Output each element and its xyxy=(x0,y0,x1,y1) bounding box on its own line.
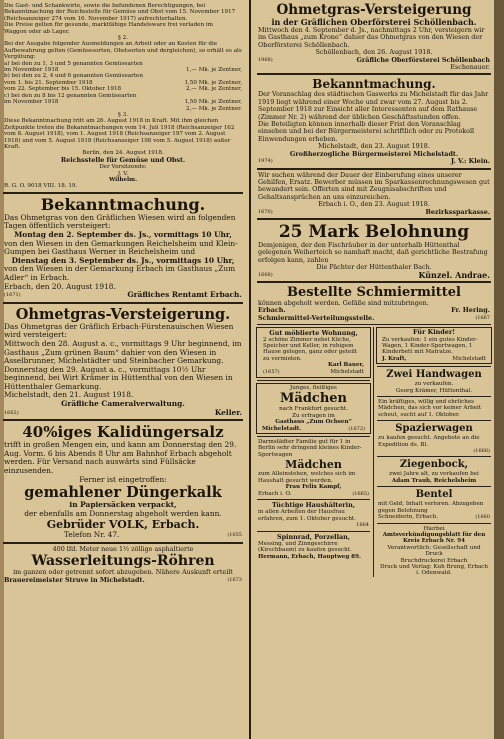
ad-text: 400 lfd. Meter neue 1½ zöllige asphaltierte xyxy=(52,545,194,553)
ad-signer-name: Eschenauer. xyxy=(450,63,490,72)
divider xyxy=(257,281,491,283)
ad-text: trifft in großen Mengen ein, und kann am Donnerstag den 29. Aug. Vorm. 6 bis Abends 8 Uhr am Bahnhof Erbach abgeholt werden. Für Versand nach auswärts sind Füllsäcke einzusenden. xyxy=(4,440,237,476)
belohnung-ad xyxy=(254,222,494,279)
wohnung-ad xyxy=(254,327,374,577)
price-period: vom 1. bis 21. September 1918 xyxy=(4,79,93,86)
ad-ref: 1664 xyxy=(356,522,369,529)
ad-date: Mittwoch den 28. August a. c., vormittags 9 Uhr beginnend, im Gasthaus „Zum grünen Baum“ dahier von den Wiesen in Asselbrunner, Michelstädter und Steinbacher Gemarkung. xyxy=(4,338,242,366)
ad-text: Messing, und Zinngeschirre (Kirschbaum) zu kaufen gesucht. xyxy=(258,540,352,554)
notice-body: Bei der Ausgabe folgender Ausmeldungen an Arbeit oder an Kosten für die Aufbewahrung gelten (Gemüsesorten, Obstsorten und dergleichen), so erhält es als Vergütung: xyxy=(4,41,242,61)
divider xyxy=(377,523,491,524)
divider xyxy=(3,192,243,194)
section-mark: § 2. xyxy=(118,35,128,42)
ad-firm: Gebrüder VOLK, Erbach. xyxy=(46,518,200,532)
ad-text: können abgeholt werden. Gefäße sind mitzubringen. xyxy=(258,298,429,307)
darmstaedter-ad xyxy=(254,439,373,497)
ad-text: zum Alleinstehen, welches sich im Haushalt gesucht werden. xyxy=(258,471,356,484)
bekanntmachung-gaswerk-ad xyxy=(254,77,494,165)
ad-footer xyxy=(4,531,242,540)
ad-title: Ziegenbock, xyxy=(399,459,469,471)
ad-text: nach Frankfurt gesucht. xyxy=(279,406,348,413)
divider xyxy=(257,499,370,500)
notice-line: (Reichsanzeiger 274 vom 16. November 1917) aufrechterhalten. xyxy=(4,15,188,22)
ad-date: Dienstag den 3. September ds. Js., vormittags 10 Uhr, xyxy=(11,255,235,265)
imprint-line: Kreis Erbach Nr. 94 xyxy=(403,538,465,545)
sparkasse-ad xyxy=(254,172,494,216)
bentel-ad xyxy=(374,489,494,520)
ad-ref: 1974) xyxy=(258,158,273,165)
ad-ref: (1673 xyxy=(227,576,242,583)
divider xyxy=(257,436,370,437)
price-label: b) bei den zu 2, 4 und 6 genannten Gemüsearten xyxy=(4,73,143,80)
ad-text: in allen Arbeiten der Hausfrau erfahren, zum 1. Oktober gesucht. xyxy=(258,509,356,522)
ad-title: Bentel xyxy=(415,489,453,501)
ziegenbock-ad xyxy=(374,459,494,484)
ad-ref: (1665) xyxy=(352,490,369,497)
imprint-line: Bruchdruckerei Erbach xyxy=(400,557,468,564)
ad-footer xyxy=(262,426,365,432)
ad-footer xyxy=(258,491,369,497)
divider xyxy=(377,456,491,457)
notice-body: Diese Bekanntmachung tritt am 26. August 1918 in Kraft. Mit ihm gleichen Zeitpunkte treten die Bekanntmachungen vom 14. Juli 1918 (Reichsanzeiger 162 vom 8. August 1918), vom 1. August 1918 (Reichsanzeiger 197 vom 2. August 1918) und vom 5. August 1918 (Reichsanzeiger 198 vom 5. August 1918) außer Kraft. xyxy=(4,118,235,150)
ad-footer xyxy=(4,291,242,300)
imprint xyxy=(374,526,494,577)
ad-text: von den Wiesen in den Gemarkungen Reichelsheim und Klein-Gumpen bei Gasthaus Werner in Reichelsheim und xyxy=(4,238,238,257)
ad-title: Mädchen xyxy=(280,391,347,407)
ad-signer-name: Keller. xyxy=(214,407,242,417)
ad-text: zu verkaufen. xyxy=(414,381,454,388)
divider xyxy=(377,396,491,397)
ad-footer xyxy=(258,315,490,322)
divider xyxy=(3,419,243,421)
ad-title: Für Kinder! xyxy=(413,328,455,337)
ad-text: Ferner ist eingetroffen: xyxy=(79,474,167,484)
ad-signer: Großherzogliche Bürgermeisterei Michelstadt. xyxy=(289,149,459,158)
ad-place: Michelstadt xyxy=(452,355,486,362)
ad-title: 25 Mark Belohnung xyxy=(278,221,470,242)
price-value: 1,50 Mk. je Zentner, xyxy=(184,79,242,86)
ad-place: Michelstadt, den 23. August 1918. xyxy=(318,142,430,151)
divider xyxy=(257,324,491,325)
kinder-ad xyxy=(376,327,492,364)
price-list xyxy=(0,61,246,112)
price-value: 1,50 Mk. je Zentner, xyxy=(184,99,242,106)
ad-title: Ohmetgras-Versteigerung. xyxy=(15,305,231,323)
ad-title: Bekanntmachung. xyxy=(40,194,206,214)
notice-line: Waggon oder ab Lager. xyxy=(4,28,70,35)
ad-title: Gut möblierte Wohnung, xyxy=(269,329,358,338)
ad-name: Schneiderin, Erbach. xyxy=(378,514,438,521)
ad-footer xyxy=(382,356,486,362)
ad-footer xyxy=(4,409,242,418)
ad-ref: (1667 xyxy=(475,314,490,321)
ad-text: zu kaufen gesucht. Angebote an die Expedition ds. Bl. xyxy=(378,435,480,448)
divider xyxy=(257,73,491,75)
ohmetgras-ad xyxy=(0,306,246,418)
small-ads-right xyxy=(374,327,494,577)
divider xyxy=(257,531,370,532)
divider xyxy=(377,420,491,421)
ad-name: Fr. Hering. xyxy=(451,306,490,315)
ad-place: Gasthaus „Zum Ochsen“ xyxy=(275,419,352,426)
section-mark: § 3. xyxy=(118,111,128,118)
ad-text: Junges, fleißiges xyxy=(290,385,337,392)
ad-name: Karl Bauer, xyxy=(328,362,364,369)
ad-text: Die Beteiligten können innerhalb dieser Frist den Voranschlag einsehen und bei der Bürgermeisterei schriftlich oder zu Protokoll Einwendungen erheben. xyxy=(258,120,475,143)
ad-place: Michelstadt xyxy=(330,368,364,375)
ad-name: Georg Krämer, Hüttenthal. xyxy=(395,387,473,394)
ad-signer: Gräfliches Rentamt Erbach. xyxy=(127,290,242,300)
price-value: 2,— Mk. je Zentner. xyxy=(185,105,242,112)
ad-signer: Gräfliche Oberförsterei Schöllenbach xyxy=(356,55,490,64)
ad-text: Das Ohmetgras von den Gräflichen Wiesen wird an folgenden Tagen öffentlich versteigert: xyxy=(4,212,236,231)
ad-name: Adam Traub, Reichelsheim xyxy=(391,477,477,484)
ad-title: Spazierwagen xyxy=(395,423,473,435)
price-value: 2,— Mk. je Zentner, xyxy=(185,86,242,93)
ad-ref: (1657) xyxy=(263,368,280,375)
ad-ref: (1672) xyxy=(348,425,365,432)
spazierwagen-ad xyxy=(374,423,494,454)
price-period: im November 1918 xyxy=(4,67,59,74)
ad-text: Demjenigen, der den Fischräuber in der unterhalb Hüttenthal gelegenen Weiherteich so namhaft macht, daß gerichtliche Bestrafung erfolgen kann, zahlen xyxy=(258,240,488,264)
price-period: vom 22. September bis 15. Oktober 1918 xyxy=(4,86,122,93)
reichsstelle-notice xyxy=(0,0,246,190)
ad-text: zwei Jahre alt, zu verkaufen bei xyxy=(389,471,479,478)
schmiermittel-ad xyxy=(254,285,494,322)
ad-title: Tüchtige Haushälterin, xyxy=(272,500,355,509)
ad-signer: Die Pächter der Hüttenthaler Bach. xyxy=(316,263,432,272)
ad-name: J. Kraft, xyxy=(382,355,407,362)
ohmetgras-schoellenbach-ad xyxy=(254,0,494,71)
column-divider xyxy=(249,0,251,739)
ad-text: Mittwoch den 4. September d. Js., nachmittags 2 Uhr, versteigern wir im Gasthaus „zum Krone“ dahier das Ohmetgras von den Wiesen der Oberförsterei Schöllenbach. xyxy=(258,26,485,49)
ad-signer: Bezirkssparkasse. xyxy=(425,207,490,216)
ad-footer xyxy=(378,514,490,520)
ad-text: Das Ohmetgras der Gräflich Erbach-Fürstenauischen Wiesen wird versteigert: xyxy=(4,321,234,340)
ad-names: Künzel. Andrae. xyxy=(418,269,490,280)
kali-ad xyxy=(0,423,246,540)
ad-title: Bekanntmachung. xyxy=(312,77,436,92)
bekanntmachung-ad xyxy=(0,196,246,300)
imprint-line: Hierbei xyxy=(423,525,445,532)
divider xyxy=(377,366,491,367)
ad-text: Ein kräftiges, willig und ehrliches Mädchen, das sich vor keiner Arbeit scheut, sucht auf 1. Oktober. xyxy=(378,399,482,418)
ad-text: von den Wiesen in der Gemarkung Erbach im Gasthaus „Zum Adler“ in Erbach. xyxy=(4,264,236,282)
ad-subtitle: in der Gräflichen Oberförsterei Schöllenbach. xyxy=(271,17,477,27)
ad-title: Ohmetgras-Versteigerung xyxy=(276,2,472,18)
ad-signer: Gräfliche Cameralverwaltung. xyxy=(61,399,185,409)
ad-title: 40%iges Kalidüngersalz xyxy=(22,423,224,442)
haus-ad xyxy=(374,399,494,418)
ad-footer xyxy=(258,269,490,280)
ad-footer xyxy=(4,577,242,584)
ad-firm: Brauereimeister Struve in Michelstadt. xyxy=(4,575,145,584)
divider xyxy=(3,302,243,304)
divider xyxy=(257,168,491,170)
notice-ref: R. G. O. 9018 VIII. 18. 19. xyxy=(4,183,78,190)
ad-text: im ganzen oder getrennt sofort abzugeben. Nähere Auskunft erteilt xyxy=(13,568,233,577)
small-ads-row-1 xyxy=(254,327,494,577)
ad-firm: Schmiermittel-Verteilungsstelle. xyxy=(258,313,375,322)
ad-ref: 1670) xyxy=(258,208,273,215)
ad-name: Frau Felix Kampf, xyxy=(285,484,342,491)
ad-place: Michelstadt, den 21. August 1918. xyxy=(4,390,134,400)
ad-place: Erbach, den 20. August 1918. xyxy=(4,281,116,291)
ad-ref: 1668) xyxy=(258,271,273,278)
ad-text: Darmstädter Familie gut für 1 in Berlin sehr dringend kleines Kinder-Sportwagen xyxy=(258,439,362,458)
handwagen-ad xyxy=(374,369,494,394)
price-label: c) bei den zu 8 bis 12 genannten Gemüsearten xyxy=(4,92,137,99)
right-column xyxy=(254,0,494,739)
ad-ref: (1660 xyxy=(475,514,490,521)
ad-title: Zwei Handwagen xyxy=(386,369,482,381)
divider xyxy=(377,486,491,487)
ad-name: Hermann, Erbach, Hauptweg 89. xyxy=(258,553,361,560)
ad-text: Wir suchen während der Dauer der Einberufung eines unserer Gehilfen, Ersatz. Bewerber müssen im Sparkassenrechnungswesen gut bewandert sein. Offerten sind mit Zeugnisabschriften und Gehaltsansprüchen an uns einzureichen. xyxy=(258,170,490,201)
paper-edge-right xyxy=(494,0,504,739)
imprint-line: Druck und Verlag: Kuh Brung, Erbach i. Odenwald. xyxy=(379,563,489,577)
ad-ref: 1662) xyxy=(4,409,19,416)
ad-title: Spinnrad, Porzellan, xyxy=(276,532,351,541)
divider xyxy=(257,380,370,381)
notice-line: Die Gast- und Schankwirte, sowie die befundenen Berechtigungen, bei xyxy=(4,3,206,9)
ad-date: Montag den 2. September ds. Js., vormittags 10 Uhr, xyxy=(14,229,232,239)
price-period: im November 1918 xyxy=(4,99,59,106)
ad-footer xyxy=(258,158,490,165)
ad-text: Zu erfragen im xyxy=(292,412,335,419)
notice-signer-name: Wilhelm. xyxy=(108,176,138,183)
notice-authority: Reichsstelle für Gemüse und Obst. xyxy=(60,155,186,164)
notice-place: Berlin, den 24. August 1918. xyxy=(82,150,164,157)
imprint-line: Verantwortlich: Gesellschaft und Druck xyxy=(387,544,481,558)
left-column xyxy=(0,0,246,739)
wasser-ad xyxy=(0,546,246,584)
ad-ref: (1666) xyxy=(473,448,490,455)
ad-title: Mädchen xyxy=(285,458,342,472)
ad-title: Bestellte Schmiermittel xyxy=(286,284,461,300)
ad-footer xyxy=(263,369,364,375)
ad-title-2: gemahlener Düngerkalk xyxy=(24,484,222,502)
notice-signer: J. V. xyxy=(117,170,129,177)
ad-text: der ebenfalls am Donnerstag abgeholt werden kann. xyxy=(24,508,222,518)
notice-signer-title: Der Vorsitzende: xyxy=(99,164,147,171)
ad-text: 2 schöne Zimmer nebst Küche, Speicher und Keller, in ruhigem Hause gelegen, ganz oder geteilt zu vermieten. xyxy=(263,336,358,362)
notice-line: Die Preise gelten für gesunde, marktfähige Handelsware frei verladen im xyxy=(4,22,213,29)
notice-line: Bekanntmachung der Reichsstelle für Gemüse und Obst vom 15. November 1917 xyxy=(4,9,236,16)
ad-ref: (1655 xyxy=(227,532,242,539)
price-label: a) bei den zu 1, 3 und 5 genannten Gemüsearten xyxy=(4,60,143,67)
divider xyxy=(257,218,491,220)
ad-text: mit Geld, Inhalt verloren. Abzugeben gegen Belohnung xyxy=(378,501,484,514)
spinnrad-ad xyxy=(254,534,373,561)
ad-place: Erbach. xyxy=(258,306,286,315)
ad-signer-name: J. V.: Klein. xyxy=(451,157,490,166)
ad-ref: 1968) xyxy=(258,56,273,63)
price-value: 1,— Mk. je Zentner, xyxy=(185,67,242,74)
haushaelterin-ad xyxy=(254,502,373,529)
ad-phone: Telefon Nr. 47. xyxy=(64,530,120,540)
ad-place: Erbach i. O., den 23. August 1918. xyxy=(318,200,430,209)
divider xyxy=(3,542,243,544)
imprint-line: Amtsverkündigungsblatt für den xyxy=(382,531,486,538)
ad-place: Schöllenbach, den 26. August 1918. xyxy=(315,48,433,57)
ad-title: Wasserleitungs-Röhren xyxy=(31,553,215,570)
ad-place: Erbach i. O. xyxy=(258,490,292,497)
maedchen-ad xyxy=(256,383,371,434)
ad-ref: (1671) xyxy=(4,292,21,299)
ad-place: Michelstadt. xyxy=(262,425,302,432)
ad-text: in Papiersäcken verpackt, xyxy=(69,500,177,510)
ad-text: Der Voranschlag des städtischen Gaswerks zu Michelstadt für das Jahr 1919 liegt während einer Woche und zwar vom 27. August bis 2. September 1918 zur Einsicht aller Interessenten auf dem Rathause (Zimmer Nr. 2) während der üblichen Geschäftsstunden offen. xyxy=(258,90,489,121)
ad-text: Zu verkaufen: 1 ein gutes Kinder-Wagen, 1 Kinder-Sportwagen, 1 Kinderbett mit Matratze. xyxy=(382,336,478,356)
ad-date: Donnerstag den 29. August a. c., vormittags 10½ Uhr beginnend, bei Wirt Krämer in Hüttenthal von den Wiesen in Hüttenthaler Gemarkung. xyxy=(4,364,233,391)
ad-footer xyxy=(258,209,490,216)
